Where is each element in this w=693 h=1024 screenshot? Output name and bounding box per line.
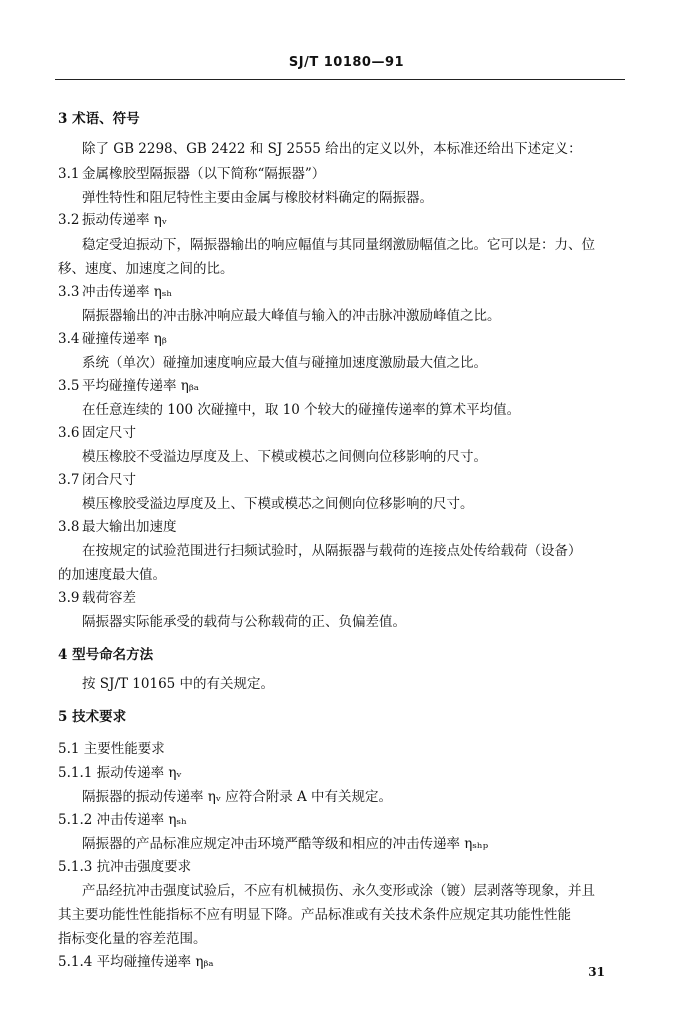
item-number: 3.1 (58, 166, 80, 182)
item-title-text: 闭合尺寸 (82, 472, 136, 488)
item-5-1-4-title: 5.1.4 平均碰撞传递率 ηᵦₐ (58, 954, 214, 970)
item-5-1-3-body-1: 产品经抗冲击强度试验后，不应有机械损伤、永久变形或涂（镀）层剥落等现象，并且 (82, 883, 595, 899)
item-3-4-title (58, 330, 167, 348)
item-number: 3.5 (58, 378, 80, 394)
item-number: 3.3 (58, 284, 80, 300)
item-5-1-1-body: 隔振器的振动传递率 ηᵥ 应符合附录 A 中有关规定。 (82, 789, 393, 805)
item-3-4-body: 系统（单次）碰撞加速度响应最大值与碰撞加速度激励最大值之比。 (82, 355, 487, 371)
item-3-5-title (58, 377, 199, 395)
item-3-6-body: 模压橡胶不受溢边厚度及上、下模或模芯之间侧向位移影响的尺寸。 (82, 449, 487, 465)
item-3-8-title (58, 518, 177, 536)
item-3-3-title (58, 283, 172, 301)
item-3-5-body: 在任意连续的 100 次碰撞中，取 10 个较大的碰撞传递率的算术平均值。 (82, 402, 521, 418)
item-3-9-title (58, 589, 136, 607)
item-3-8-body-2: 的加速度最大值。 (58, 567, 166, 583)
item-5-1-2-body: 隔振器的产品标准应规定冲击环境严酷等级和相应的冲击传递率 ηₛₕₚ (82, 836, 489, 852)
item-title-text: 碰撞传递率 ηᵦ (82, 331, 167, 347)
item-5-1-2-title: 5.1.2 冲击传递率 ηₛₕ (58, 812, 187, 828)
header-rule (55, 79, 625, 80)
item-title-text: 金属橡胶型隔振器（以下简称“隔振器”） (82, 166, 326, 182)
section-4-heading: 4 型号命名方法 (58, 647, 154, 663)
item-title-text: 最大输出加速度 (82, 519, 177, 535)
item-3-9-body: 隔振器实际能承受的载荷与公称载荷的正、负偏差值。 (82, 614, 406, 630)
item-number: 3.6 (58, 425, 80, 441)
section-3-intro: 除了 GB 2298、GB 2422 和 SJ 2555 给出的定义以外，本标准还给出下述定义： (82, 141, 582, 157)
item-title-text: 平均碰撞传递率 ηᵦₐ (82, 378, 199, 394)
item-3-2-body-1: 稳定受迫振动下，隔振器输出的响应幅值与其同量纲激励幅值之比。它可以是：力、位 (82, 237, 595, 253)
item-title-text: 冲击传递率 ηₛₕ (82, 284, 173, 300)
item-5-1-3-title: 5.1.3 抗冲击强度要求 (58, 859, 192, 875)
item-number: 3.7 (58, 472, 80, 488)
item-title-text: 固定尺寸 (82, 425, 136, 441)
item-3-1-body: 弹性特性和阻尼特性主要由金属与橡胶材料确定的隔振器。 (82, 190, 433, 206)
item-title-text: 振动传递率 ηᵥ (82, 212, 167, 228)
item-3-7-title (58, 471, 136, 489)
item-title-text: 载荷容差 (82, 590, 136, 606)
item-3-6-title (58, 424, 136, 442)
item-number: 3.2 (58, 212, 80, 228)
section-5-heading: 5 技术要求 (58, 709, 127, 725)
item-3-2-body-2: 移、速度、加速度之间的比。 (58, 261, 234, 277)
section-3-heading: 3 术语、符号 (58, 111, 140, 127)
section-4-body: 按 SJ/T 10165 中的有关规定。 (82, 676, 275, 692)
item-3-3-body: 隔振器输出的冲击脉冲响应最大峰值与输入的冲击脉冲激励峰值之比。 (82, 308, 501, 324)
item-5-1-3-body-2: 其主要功能性性能指标不应有明显下降。产品标准或有关技术条件应规定其功能性性能 (58, 907, 571, 923)
item-number: 3.4 (58, 331, 80, 347)
item-number: 3.8 (58, 519, 80, 535)
page-header: SJ/T 10180—91 (288, 55, 405, 70)
item-5-1-3-body-3: 指标变化量的容差范围。 (58, 931, 207, 947)
item-3-8-body-1: 在按规定的试验范围进行扫频试验时，从隔振器与载荷的连接点处传给载荷（设备） (82, 543, 582, 559)
item-3-2-title (58, 211, 167, 229)
item-3-1-title (58, 165, 325, 183)
page-number: 31 (588, 965, 605, 979)
item-5-1-title: 5.1 主要性能要求 (58, 741, 165, 757)
item-3-7-body: 模压橡胶受溢边厚度及上、下模或模芯之间侧向位移影响的尺寸。 (82, 496, 474, 512)
item-5-1-1-title: 5.1.1 振动传递率 ηᵥ (58, 765, 182, 781)
item-number: 3.9 (58, 590, 80, 606)
